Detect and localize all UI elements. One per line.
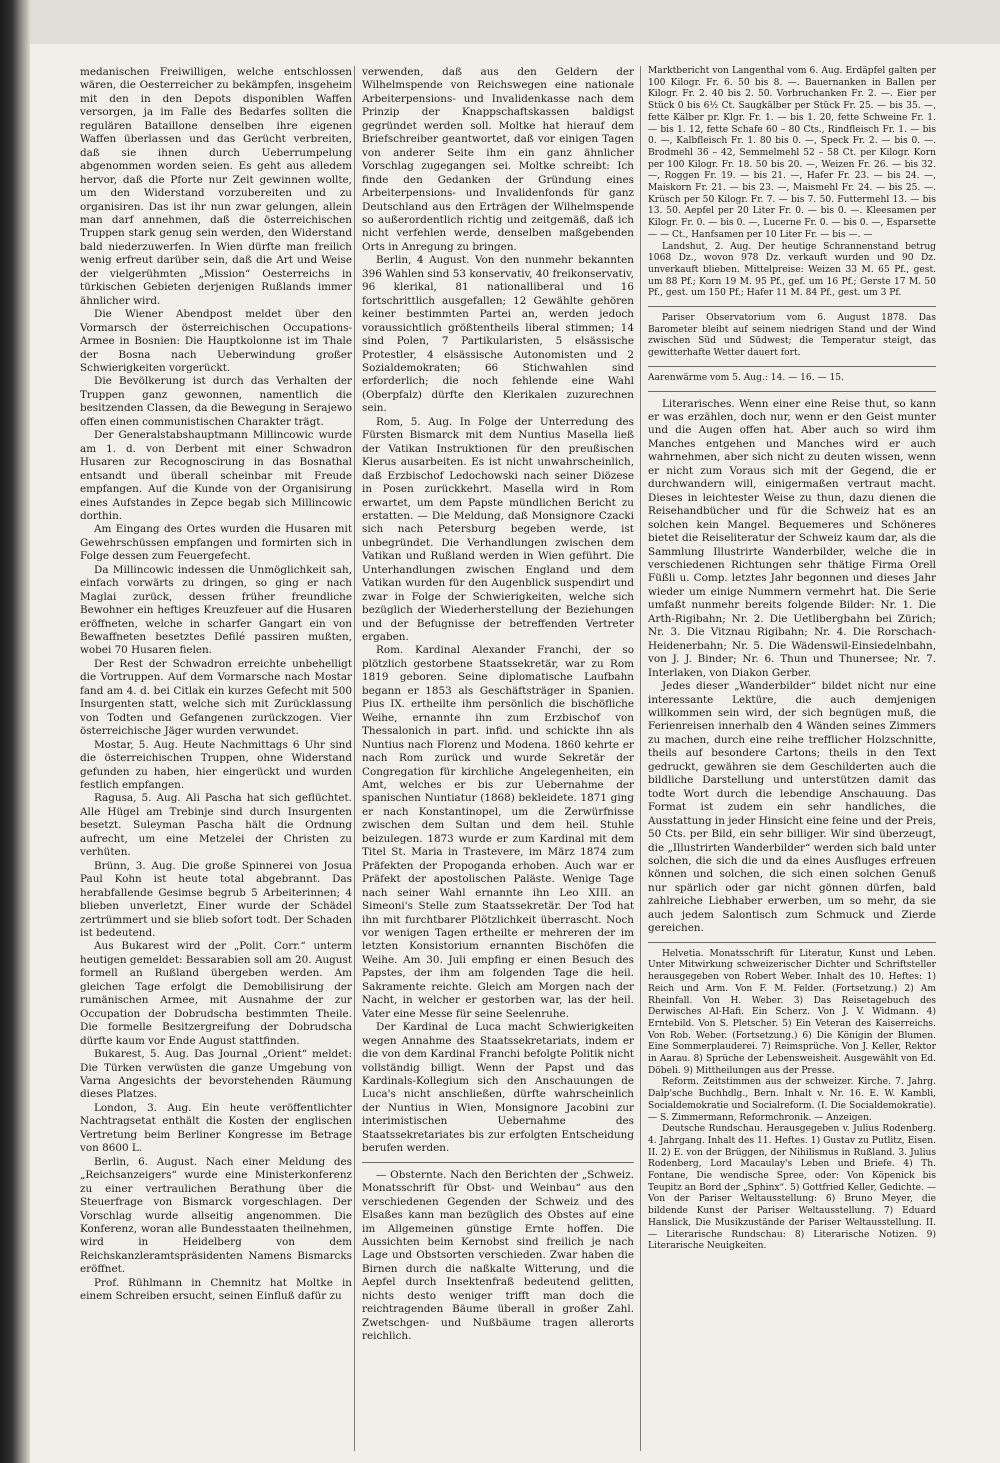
top-margin	[30, 0, 1000, 44]
section-divider	[648, 306, 936, 307]
paragraph: — Obsternte. Nach den Berichten der „Schweiz. Monatsschrift für Obst- und Weinbau“ aus den verschiedenen Gegenden der Schweiz und des Elsaßes kann man bezüglich des Obstes auf eine im Allgemeinen günstige Ernte hoffen. Die Aussichten beim Kernobst sind freilich je nach Lage und Obstsorten verschieden. Zwar haben die Birnen durch die naßkalte Witterung, und die Aepfel durch Insektenfraß bedeutend gelitten, nichts desto weniger trifft man doch die reichtragenden Bäume überall in großer Zahl. Zwetschgen- und Nußbäume tragen allerorts reichlich.	[362, 1168, 634, 1343]
section-divider	[648, 942, 936, 943]
paragraph: Bukarest, 5. Aug. Das Journal „Orient“ meldet: Die Türken verwüsten die ganze Umgebung von Varna Angesichts der bevorstehenden Räumung dieses Platzes.	[80, 1048, 352, 1101]
paragraph: Am Eingang des Ortes wurden die Husaren mit Gewehrschüssen empfangen und formirten sich in Folge dessen zum Feuergefecht.	[80, 523, 352, 563]
paragraph: Aus Bukarest wird der „Polit. Corr.“ unterm heutigen gemeldet: Bessarabien soll am 20. August formell an Rußland übergeben werden. Am gleichen Tage erfolgt die Demobilisirung der rumänischen Armee, mit Ausnahme der zur Occupation der Dobrudscha bestimmten Theile. Die formelle Besitzergreifung der Dobrudscha dürfte kaum vor Ende August stattfinden.	[80, 940, 352, 1047]
section-divider	[362, 1162, 634, 1163]
paragraph: Der Generalstabshauptmann Millincowic wurde am 1. d. von Derbent mit einer Schwadron Husaren zur Recognoscirung in das Bosnathal entsandt und überall scheinbar mit Freude empfangen. Auf die Kunde von der Organisirung eines Aufstandes in Zepce begab sich Millincowic dorthin.	[80, 429, 352, 522]
column-rule	[354, 66, 355, 1451]
aare-temperature: Aarenwärme vom 5. Aug.: 14. — 16. — 15.	[648, 372, 844, 383]
paragraph: Die Bevölkerung ist durch das Verhalten der Truppen ganz gewonnen, namentlich die besitzenden Classen, da die Bewegung in Serajewo offen einen communistischen Charakter trägt.	[80, 375, 352, 428]
paragraph: Berlin, 6. August. Nach einer Meldung des „Reichsanzeigers“ wurde eine Ministerkonferenz zu einer vertraulichen Berathung über die Steuerfrage von Bismarck vorgeschlagen. Der Vorschlag wurde allseitig angenommen. Die Konferenz, woran alle Bundesstaaten theilnehmen, wird in Heidelberg von dem Reichskanzleramtspräsidenten Namens Bismarcks eröffnet.	[80, 1155, 352, 1276]
reform-notice: Reform. Zeitstimmen aus der schweizer. Kirche. 7. Jahrg. Dalp'sche Buchhdlg., Bern. Inhalt v. Nr. 16. E. W. Kambli, Socialdemokratie und Socialreform. (I. Die Socialdemokratie). — S. Zimmermann, Reformchronik. — Anzeigen.	[648, 1077, 936, 1123]
market-report-landshut: Landshut, 2. Aug. Der heutige Schrannenstand betrug 1068 Dz., wovon 978 Dz. verkauft wurden und 90 Dz. unverkauft blieben. Mittelpreise: Weizen 33 M. 65 Pf., gest. um 88 Pf.; Korn 19 M. 95 Pf., gef. um 16 Pf.; Gerste 17 M. 50 Pf., gest. um 150 Pf.; Hafer 11 M. 84 Pf., gest. um 3 Pf.	[648, 241, 936, 299]
column-1	[80, 66, 352, 1451]
section-divider	[648, 366, 936, 367]
paragraph: Mostar, 5. Aug. Heute Nachmittags 6 Uhr sind die österreichischen Truppen, ohne Widerstand gefunden zu haben, hier eingerückt und wurden festlich empfangen.	[80, 738, 352, 792]
paragraph: Literarisches. Wenn einer eine Reise thut, so kann er was erzählen, doch nur, wenn er den Geist munter und die Augen offen hat. Aber auch so wird ihm Manches entgehen und Manches wird er auch wahrnehmen, aber sich nicht zu deuten wissen, wenn er nicht zum Voraus sich mit der Gegend, die er durchwandern will, einigermaßen vertraut macht. Dieses in leichtester Weise zu thun, dazu dienen die Reisehandbücher und für die Schweiz hat es an solchen kein Mangel. Bequemeres und Schöneres bietet die Reiseliteratur der Schweiz kaum dar, als die Sammlung Illustrirte Wanderbilder, welche die in verschiedenen Richtungen sehr thätige Firma Orell Füßli u. Comp. letztes Jahr begonnen und dieses Jahr wieder um einige Nummern vermehrt hat. Die Serie umfaßt nunmehr bereits folgende Bilder: Nr. 1. Die Arth-Rigibahn; Nr. 2. Die Uetlibergbahn bei Zürich; Nr. 3. Die Vitznau Rigibahn; Nr. 4. Die Rorschach-Heidenerbahn; Nr. 5. Die Wädenswil-Einsiedelnbahn, von J. J. Binder; Nr. 6. Thun und Thunersee; Nr. 7. Interlaken, von Diakon Gerber.	[648, 397, 936, 679]
paragraph: Berlin, 4 August. Von den nunmehr bekannten 396 Wahlen sind 53 konservativ, 40 freikonservativ, 96 klerikal, 81 nationalliberal und 16 fortschrittlich ausgefallen; 12 Gewählte gehören keiner bestimmten Partei an, werden jedoch voraussichtlich größtentheils liberal stimmen; 14 sind Polen, 7 Partikularisten, 5 elsässische Protestler, 4 elsässische Autonomisten und 2 Sozialdemokraten; 66 Stichwahlen sind erforderlich; die noch fehlende eine Wahl (Oberpfalz) dürfte den Klerikalen zuzurechnen sein.	[362, 254, 634, 415]
paragraph: Der Rest der Schwadron erreichte unbehelligt die Vortruppen. Auf dem Vormarsche nach Mostar fand am 4. d. bei Citlak ein kurzes Gefecht mit 500 Insurgenten statt, welche sich mit Zurücklassung von Todten und Gefangenen zurückzogen. Vier österreichische Jäger wurden verwundet.	[80, 657, 352, 738]
paragraph: Die Wiener Abendpost meldet über den Vormarsch der österreichischen Occupations-Armee in Bosnien: Die Hauptkolonne ist im Thale der Bosna nach Ueberwindung großer Schwierigkeiten vorgerückt.	[80, 308, 352, 374]
paragraph: Ragusa, 5. Aug. Ali Pascha hat sich geflüchtet. Alle Hügel am Trebinje sind durch Insurgenten besetzt. Suleyman Pascha hält die Ordnung aufrecht, um eine Metzelei der Christen zu verhüten.	[80, 792, 352, 859]
paragraph: Der Kardinal de Luca macht Schwierigkeiten wegen Annahme des Staatssekretariats, indem er die von dem Kardinal Franchi befolgte Politik nicht vollständig billigt. Wenn der Papst und das Kardinals-Kollegium sich den Anschauungen de Luca's nicht anschließen, dürfte wahrscheinlich der Nuntius in Wien, Monsignore Jacobini zur interimistischen Uebernahme des Staatssekretariates bis zur erfolgten Entscheidung berufen werden.	[362, 1021, 634, 1155]
column-2	[362, 66, 634, 1451]
section-divider	[648, 391, 936, 392]
column-3	[648, 66, 936, 1451]
market-report-langenthal: Marktbericht von Langenthal vom 6. Aug. Erdäpfel galten per 100 Kilogr. Fr. 6. 50 bis 8. —. Bauernanken in Ballen per Kilogr. Fr. 2. 40 bis 2. 50. Vorbruchanken Fr. 2. —. Eier per Stück 0 bis 6½ Ct. Saugkälber per Stück Fr. 25. — bis 35. —, fette Kälber pr. Klgr. Fr. 1. — bis 1. 20, fette Schweine Fr. 1. — bis 1. 12, fette Schafe 60 – 80 Cts., Rindfleisch Fr. 1. — bis 0. —, Kalbfleisch Fr. 1. 80 bis 0. —, Speck Fr. 2. — bis 0. —. Brodmehl 36 – 42, Semmelmehl 52 – 58 Ct. per Kilogr. Korn per 100 Kilogr. Fr. 18. 50 bis 20. —, Weizen Fr. 26. — bis 32. —, Roggen Fr. 19. — bis 21. —, Hafer Fr. 23. — bis 24. —, Maiskorn Fr. 21. — bis 23. —, Maismehl Fr. 24. — bis 25. —. Krüsch per 50 Kilogr. Fr. 7. — bis 7. 50. Futtermehl 13. — bis 13. 50. Aepfel per 20 Liter Fr. 0. — bis 0. —. Kleesamen per Kilogr. Fr. 0. — bis 0. —, Lucerne Fr. 0. — bis 0. —, Esparsette — — Ct., Hanfsamen per 10 Liter Fr. — bis —. —	[648, 66, 936, 240]
paragraph: medanischen Freiwilligen, welche entschlossen wären, die Oesterreicher zu bekämpfen, insgeheim mit den in den Depots disponiblen Waffen versorgen, ja im Falle des Bedarfes sollten die regulären Bataillone denselben ihre eigenen Waffen überlassen und das Gerücht verbreiten, daß sie ihnen durch Ueberrumpelung abgenommen worden seien. Es geht aus alledem hervor, daß die Pforte nur Zeit gewinnen wollte, um den Widerstand vorzubereiten und zu organisiren. Das ist ihr nun zwar gelungen, allein man darf annehmen, daß die österreichischen Truppen stark genug sein werden, den Widerstand bald niederzuwerfen. In Wien dürfte man freilich wenig erfreut darüber sein, daß die Art und Weise der vielgerühmten „Mission“ Oesterreichs in türkischen Gebieten derjenigen Rußlands immer ähnlicher wird.	[80, 66, 352, 307]
paragraph: Rom. Kardinal Alexander Franchi, der so plötzlich gestorbene Staatssekretär, war zu Rom 1819 geboren. Seine diplomatische Laufbahn begann er 1853 als Geschäftsträger in Spanien. Pius IX. ertheilte ihm persönlich die bischöfliche Weihe, ernannte ihn zum Erzbischof von Thessalonich in part. infid. und schickte ihn als Nuntius nach Florenz und Modena. 1860 kehrte er nach Rom zurück und wurde Sekretär der Congregation für kirchliche Angelegenheiten, ein Amt, welches er bis zur Uebernahme der spanischen Nuntiatur (1868) bekleidete. 1871 ging er nach Konstantinopel, um die Zerwürfnisse zwischen dem Sultan und dem heil. Stuhle beizulegen. 1873 wurde er zum Kardinal mit dem Titel St. Maria in Trastevere, im März 1874 zum Präfekten der Propoganda erhoben. Auch war er Präfekt der apostolischen Paläste. Wenige Tage nach seiner Wahl ernannte ihn Leo XIII. an Simeoni's Stelle zum Staatssekretär. Der Tod hat ihn mit furchtbarer Plötzlichkeit überrascht. Noch vor wenigen Tagen ertheilte er mehreren der im letzten Konsistorium ernannten Bischöfen die Weihe. Am 30. Juli empfing er einen Besuch des Papstes, der ihm am folgenden Tage die heil. Sakramente reichte. Gleich am Morgen nach der Nacht, in welcher er gestorben war, las der heil. Vater eine Messe für seine Seelenruhe.	[362, 644, 634, 1020]
paragraph: Rom, 5. Aug. In Folge der Unterredung des Fürsten Bismarck mit dem Nuntius Masella ließ der Vatikan Instruktionen für den preußischen Klerus ausarbeiten. Es ist nicht unwahrscheinlich, daß Erzbischof Ledochowski nach seiner Diözese in Posen zurückkehrt. Masella wird in Rom erwartet, um dem Papste mündlichen Bericht zu erstatten. — Die Meldung, daß Monsignore Czacki sich nach Petersburg begeben werde, ist unbegründet. Die Verhandlungen zwischen dem Vatikan und Rußland werden in Wien geführt. Die Unterhandlungen zwischen England und dem Vatikan wurden für den Augenblick suspendirt und zwar in Folge der Schwierigkeiten, welche sich bezüglich der Wiederherstellung der Beziehungen und der Befugnisse der betreffenden Vertreter ergaben.	[362, 415, 634, 644]
column-rule	[640, 66, 641, 1451]
paragraph: Prof. Rühlmann in Chemnitz hat Moltke in einem Schreiben ersucht, seinen Einfluß dafür zu	[80, 1276, 352, 1303]
paragraph: Jedes dieser „Wanderbilder“ bildet nicht nur eine interessante Lektüre, die auch demjenigen willkommen sein wird, der sich begnügen muß, die Ferienreisen innerhalb den 4 Wänden seines Zimmers zu machen, durch eine reihe trefflicher Holzschnitte, theils auf besondere Cartons; theils in den Text gedruckt, gewähren sie dem Geschilderten auch die bildliche Darstellung und unterstützen damit das todte Wort durch die lebendige Anschauung. Das Format ist zudem ein sehr handliches, die Ausstattung in jeder Hinsicht eine feine und der Preis, 50 Cts. per Bild, ein sehr billiger. Wir sind überzeugt, die „Illustrirten Wanderbilder“ werden sich bald unter solchen, die sich die und da eines Ausfluges erfreuen können und solchen, die sich einen solchen Genuß nur spärlich oder gar nicht gönnen dürfen, bald zahlreiche Liebhaber erwerben, um so mehr, da sie auch jedem Salontisch zum Schmuck und Zierde gereichen.	[648, 680, 936, 935]
newspaper-page	[30, 44, 1000, 1463]
paragraph: London, 3. Aug. Ein heute veröffentlichter Nachtragsetat enthält die Kosten der englischen Vertretung beim Berliner Kongresse im Betrage von 8600 L.	[80, 1101, 352, 1155]
rundschau-notice: Deutsche Rundschau. Herausgegeben v. Julius Rodenberg. 4. Jahrgang. Inhalt des 11. Heftes. 1) Gustav zu Putlitz, Eisen. II. 2) E. von der Brüggen, der Nihilismus in Rußland. 3. Julius Rodenberg, Lord Macaulay's Leben und Briefe. 4) Th. Fontane, Die wendische Spree, oder: Von Köpenick bis Teupitz an Bord der „Sphinx“. 5) Gottfried Keller, Gedichte. — Von der Pariser Weltausstellung: 6) Bruno Meyer, die bildende Kunst der Pariser Weltausstellung. 7) Eduard Hanslick, Die Musikzustände der Pariser Weltausstellung. II. — Literarische Rundschau: 8) Literarische Notizen. 9) Literarische Neuigkeiten.	[648, 1124, 936, 1252]
helvetia-notice: Helvetia. Monatsschrift für Literatur, Kunst und Leben. Unter Mitwirkung schweizerischer Dichter und Schriftsteller herausgegeben von Robert Weber. Inhalt des 10. Heftes: 1) Reich und Arm. Von F. M. Felder. (Fortsetzung.) 2) Am Rheinfall. Von H. Weber. 3) Das Reisetagebuch des Derwisches Al-Hafi. Ein Scherz. Von J. V. Widmann. 4) Erntebild. Von S. Pletscher. 5) Ein Veteran des Kaiserreichs. Von Rob. Weber. (Fortsetzung.) 6) Die Königin der Blumen. Eine Sommerplauderei. 7) Reimsprüche. Von J. Keller, Rektor in Aarau. 8) Sprüche der Lebensweisheit. Ausgewählt von Ed. Döbeli. 9) Mittheilungen aus der Presse.	[648, 948, 936, 1076]
paragraph: verwenden, daß aus den Geldern der Wilhelmspende von Reichswegen eine nationale Arbeiterpensions- und Invalidenkasse nach dem Prinzip der Knappschaftskassen baldigst gegründet werden soll. Moltke hat hierauf dem Briefschreiber geantwortet, daß vor einigen Tagen von anderer Seite ihm ein ganz ähnlicher Vorschlag zugegangen sei. Moltke schreibt: Ich finde den Gedanken der Gründung eines Arbeiterpensions- und Invalidenfonds für ganz Deutschland aus den Erträgen der Wilhelmspende so außerordentlich richtig und zeitgemäß, daß ich nicht verfehlen werde, denselben maßgebenden Orts in Anregung zu bringen.	[362, 66, 634, 253]
observatory-report: Pariser Observatorium vom 6. August 1878. Das Barometer bleibt auf seinem niedrigen Stand und der Wind zwischen Süd und Südwest; die Temperatur steigt, das gewitterhafte Wetter dauert fort.	[648, 313, 936, 359]
paragraph: Da Millincowic indessen die Unmöglichkeit sah, einfach vorwärts zu dringen, so ging er nach Maglai zurück, dessen früher freundliche Bewohner ein heftiges Kreuzfeuer auf die Husaren eröffneten, welche in scharfer Gangart ein von Bewaffneten besetztes Defilé passiren mußten, wobei 70 Husaren fielen.	[80, 563, 352, 657]
page-edge-shadow	[0, 0, 30, 1463]
paragraph: Brünn, 3. Aug. Die große Spinnerei von Josua Paul Kohn ist heute total abgebrannt. Das herabfallende Gesimse begrub 5 Arbeiterinnen; 4 blieben unverletzt, Einer wurde der Schädel zertrümmert und sie blieb sofort todt. Der Schaden ist bedeutend.	[80, 859, 352, 939]
